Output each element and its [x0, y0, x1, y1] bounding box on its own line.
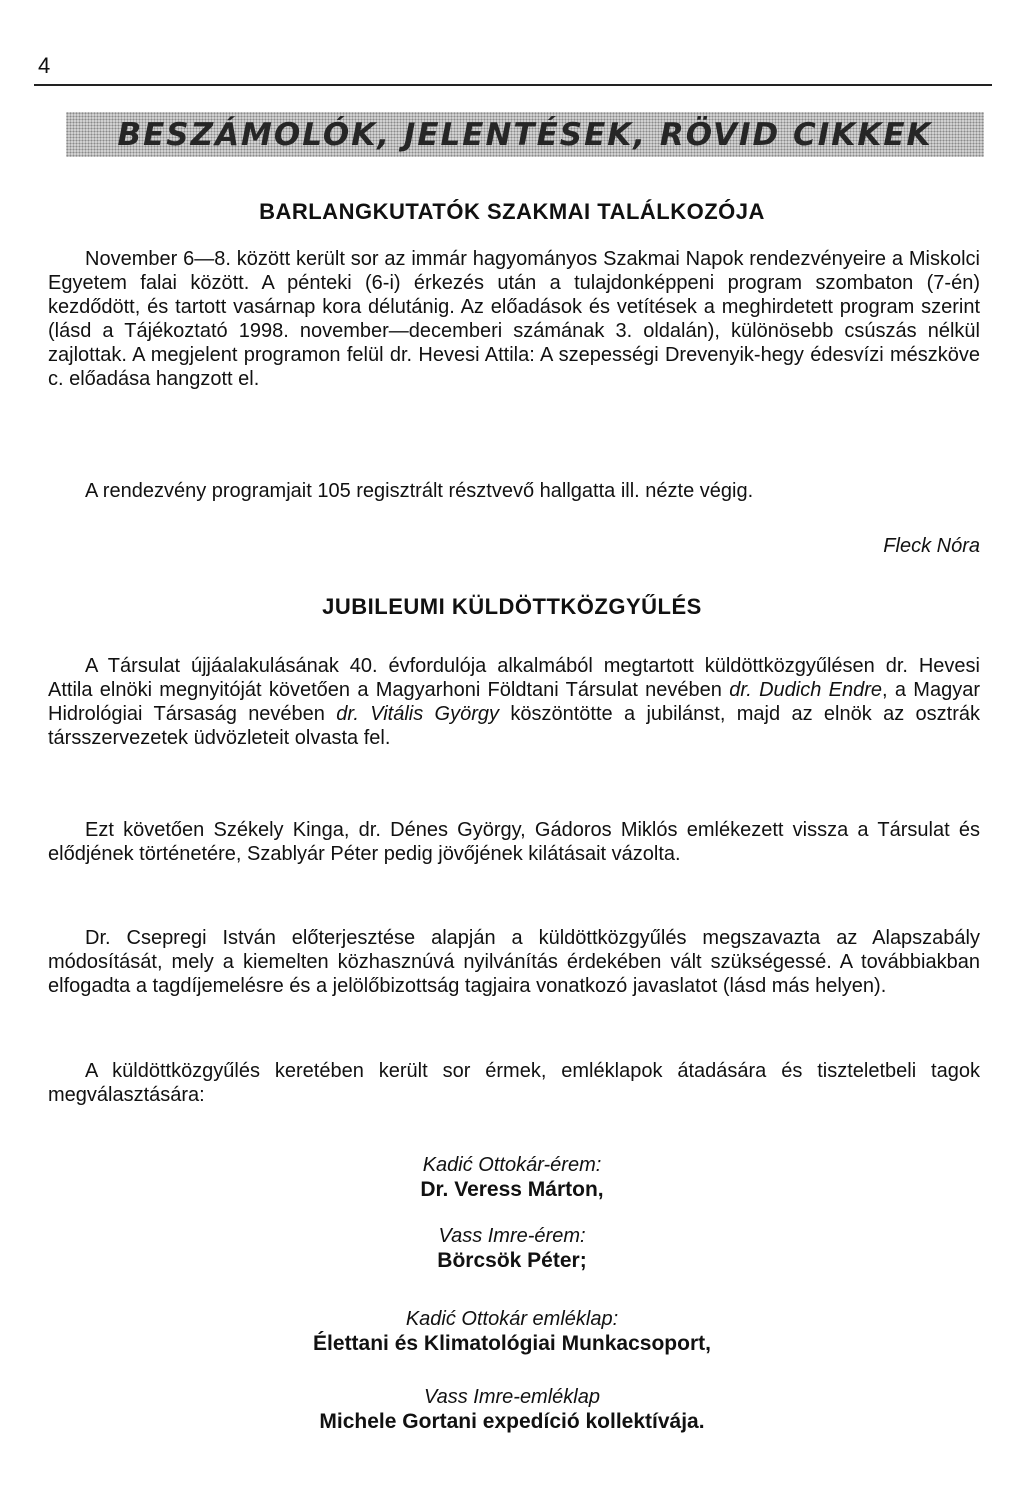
article2-paragraph-4: [48, 1059, 980, 1107]
article1-paragraph-1: [48, 247, 980, 391]
article2-paragraph-3-text: Dr. Csepregi István előterjesztése alapján a küldöttközgyűlés megszavazta az Alapszabály módosítását, mely a kiemelten közhasznúvá nyilvánítás érdekében vált szükségessé. A továbbiakban elfogadta a tagdíjemelésre és a jelölőbizottság tagjaira vonatkozó javaslatot (lásd más helyen).: [48, 927, 980, 997]
banner-title: BESZÁMOLÓK, JELENTÉSEK, RÖVID CIKKEK: [117, 116, 933, 153]
award-recipient: Michele Gortani expedíció kollektívája.: [319, 1410, 705, 1433]
award-name: Vass Imre-érem:: [438, 1225, 586, 1247]
p1-text-3: köszöntötte a jubilánst, majd az elnök az osztrák társszervezetek üdvözleteit olvasta fel.: [48, 703, 980, 749]
p1-text-2: , a Magyar Hidrológiai Társaság nevében: [48, 679, 980, 725]
article1-paragraph-1-text: November 6—8. között került sor az immár hagyományos Szakmai Napok rendezvényeire a Miskolci Egyetem falai között. A pénteki (6-i) érkezés után a tulajdonképpeni program szombaton (7-én) kezdődött, és tartott vasárnap kora délutánig. Az előadások és vetítések a meghirdetett program szerint (lásd a Tájékoztató 1998. november—decemberi számának 3. oldalán), különösebb csúszás nélkül zajlottak. A megjelent programon felül dr. Hevesi Attila: A szepességi Drevenyik-hegy édesvízi mészköve c. előadása hangzott el.: [48, 248, 980, 390]
article-title-barlangkutatok: BARLANGKUTATÓK SZAKMAI TALÁLKOZÓJA: [259, 199, 765, 224]
header-rule: [34, 84, 992, 86]
award-3: [0, 1307, 1024, 1357]
article1-paragraph-2: [48, 479, 980, 503]
award-recipient: Börcsök Péter;: [437, 1249, 587, 1272]
award-name: Vass Imre-emléklap: [424, 1386, 600, 1408]
award-name: Kadić Ottokár emléklap:: [405, 1308, 619, 1330]
section-banner: [66, 112, 984, 157]
article-title-jubileumi: JUBILEUMI KÜLDÖTTKÖZGYŰLÉS: [322, 594, 702, 619]
award-2: [0, 1224, 1024, 1274]
article2-paragraph-3: [48, 926, 980, 998]
article2-paragraph-2: [48, 818, 980, 866]
p1-name-dudich: dr. Dudich Endre: [729, 679, 883, 701]
article2-paragraph-2-text: Ezt követően Székely Kinga, dr. Dénes György, Gádoros Miklós emlékezett vissza a Társulat és elődjének történetére, Szablyár Péter pedig jövőjének kilátásait vázolta.: [48, 819, 980, 865]
award-recipient: Élettani és Klimatológiai Munkacsoport,: [313, 1332, 711, 1355]
p1-name-vitalis: dr. Vitális György: [336, 703, 500, 725]
award-name: Kadić Ottokár-érem:: [422, 1154, 602, 1176]
page-number: 4: [38, 53, 51, 78]
award-1: [0, 1153, 1024, 1203]
award-recipient: Dr. Veress Márton,: [420, 1178, 604, 1201]
article2-paragraph-4-text: A küldöttközgyűlés keretében került sor érmek, emléklapok átadására és tiszteletbeli tagok megválasztására:: [48, 1060, 980, 1106]
article1-author: Fleck Nóra: [883, 535, 980, 557]
award-4: [0, 1385, 1024, 1435]
article2-paragraph-1: [48, 654, 980, 750]
article1-paragraph-2-text: A rendezvény programjait 105 regisztrált résztvevő hallgatta ill. nézte végig.: [85, 480, 754, 502]
p1-text-1: A Társulat újjáalakulásának 40. évfordulója alkalmából megtartott küldöttközgyűlésen dr. Hevesi Attila elnöki megnyitóját követően a Magyarhoni Földtani Társulat nevében: [48, 655, 980, 701]
